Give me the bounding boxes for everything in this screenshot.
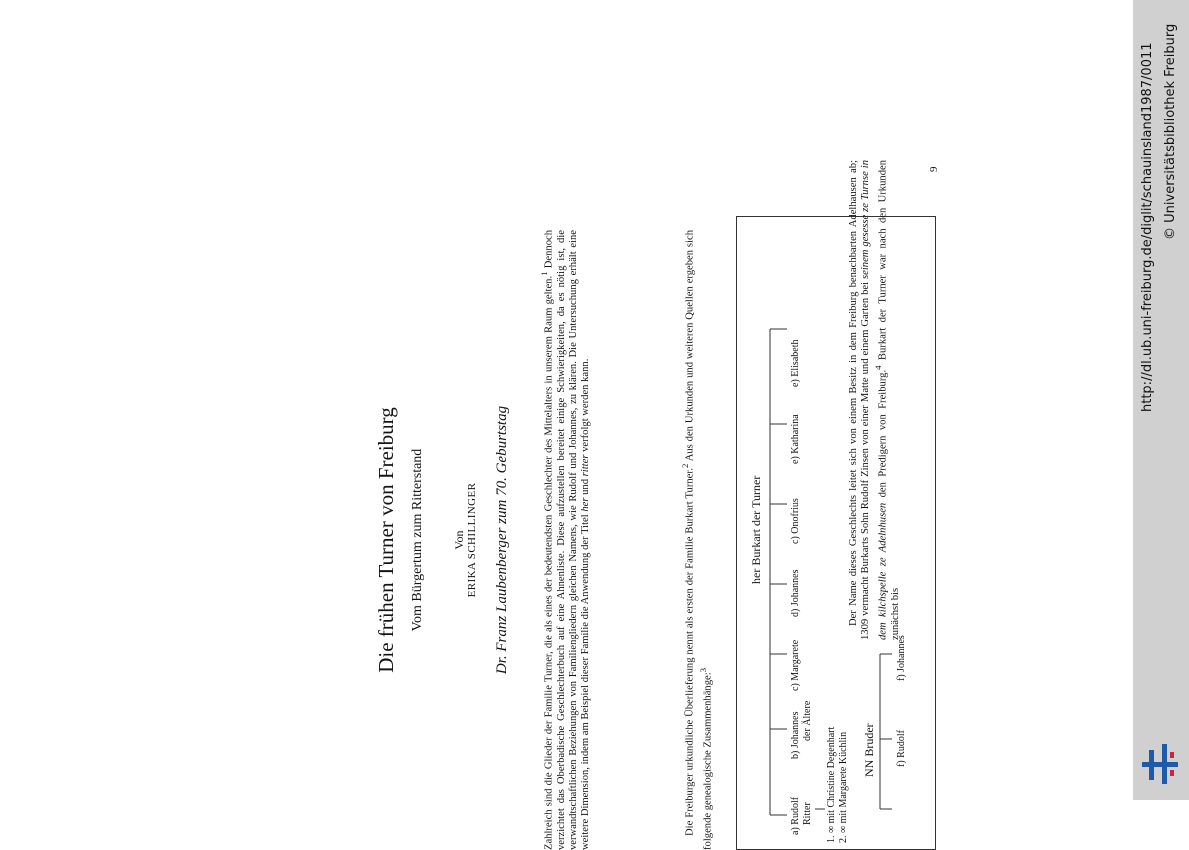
tree-child: a) Rudolf: [790, 796, 801, 835]
dedication: Dr. Franz Laubenberger zum 70. Geburtstag: [494, 405, 510, 675]
footnote-ref[interactable]: 3: [697, 667, 708, 673]
tree-child: b) Johannes: [790, 711, 801, 759]
tree-grandchild: f) Rudolf: [896, 730, 907, 767]
tree-child: e) Katharina: [790, 414, 801, 464]
author-name: ERIKA SCHILLINGER: [466, 482, 478, 598]
paragraph-intro: Zahlreich sind die Glieder der Familie Turner, die als eines der bedeutendsten Geschlechter des Mittelalters in unserem Raum gelten.$^1$ Dennoch verzichtet das Oberbadische Geschlechterbuch auf eine Ahnenliste. Diese aufzustellen bereitet einige Schwierigkeiten, da es nötig ist, die verwandtschaftlichen Beziehungen von Familiengliedern gleichen Namens, wie Rudolf und Johannes, zu klären. Die Untersuchung erhält eine weitere Dimension, indem am Beispiel dieser Familie die Anwendung der Titel her und ritter verfolgt werden kann.: [539, 230, 592, 850]
marriage-entry: 2. ∞ mit Margarete Küchlin: [838, 731, 849, 843]
article-title: Die frühen Turner von Freiburg: [374, 407, 398, 673]
tree-child: e) Elisabeth: [790, 339, 801, 387]
paragraph-name-origin: Der Name dieses Geschlechts leitet sich von einem Besitz in dem Freiburg benachbarten Adelhausen ab; 1309 vermacht Burkarts Sohn Rudolf Zinsen von einer Matte und einem Garten bei seinem gesesse ze Turnse in dem kilchspelle ze Adelnhusen den Predigern von Freiburg.$^4$ Burkart der Turner war nach den Urkunden zunächst bis: [848, 160, 902, 640]
footnote-ref[interactable]: 4: [873, 365, 884, 370]
tree-grandchild: f) Johannes: [896, 635, 907, 681]
tree-child-title: Ritter: [802, 802, 813, 825]
tree-child: c) Onofrius: [790, 498, 801, 544]
tree-branch-root: NN Bruder: [862, 723, 876, 777]
footnote-ref[interactable]: 2: [680, 463, 690, 469]
document-url[interactable]: http://dl.ub.uni-freiburg.de/diglit/schauinsland1987/0011: [1140, 42, 1155, 412]
footnote-ref[interactable]: 1: [539, 271, 549, 276]
byline-von: Von: [452, 530, 466, 550]
article-subtitle: Vom Bürgertum zum Ritterstand: [410, 448, 425, 632]
tree-child: c) Margarete: [790, 639, 801, 691]
tree-child-title: der Ältere: [802, 700, 813, 741]
marriage-entry: 1. ∞ mit Christine Degenhart: [826, 726, 837, 843]
tree-root-name: her Burkart der Turner: [749, 475, 763, 584]
library-logo-icon: [1140, 742, 1180, 786]
page-number: 9: [928, 166, 940, 172]
tree-child: d) Johannes: [790, 569, 801, 617]
document-page-continued: [844, 160, 914, 640]
paragraph-genealogy: Die Freiburger urkundliche Überlieferung nennt als ersten der Familie Burkart Turner.$^2$ Aus den Urkunden und weiteren Quellen ergeben sich folgende genealogische Zusammenhänge:$^3$: [680, 230, 714, 850]
copyright-notice: © Universitätsbibliothek Freiburg: [1163, 23, 1178, 240]
